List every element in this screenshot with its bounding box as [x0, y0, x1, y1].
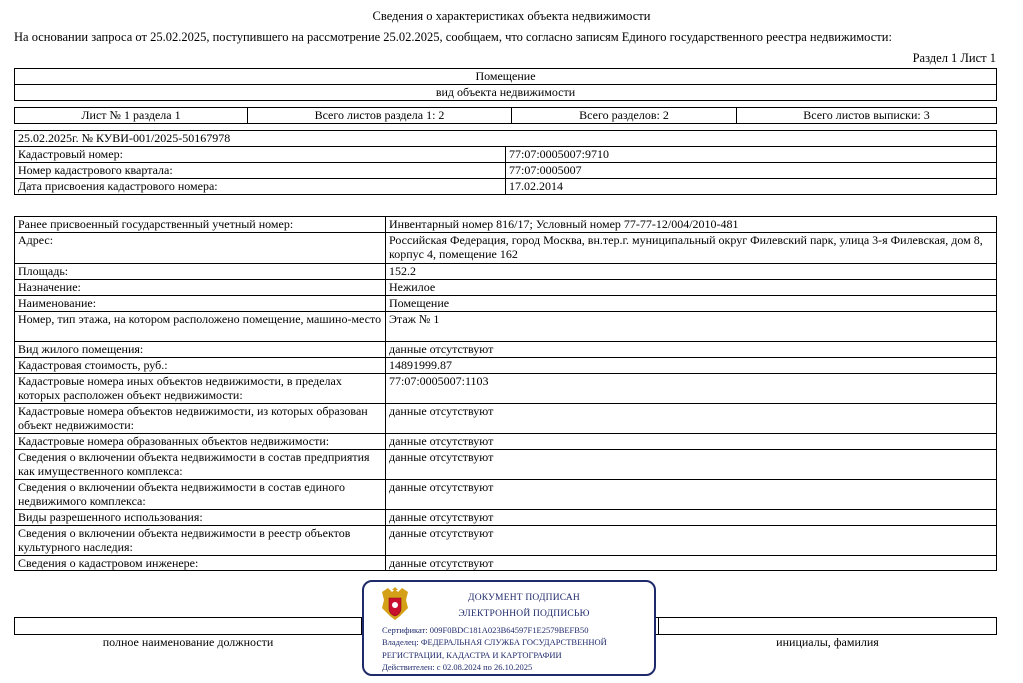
object-type-caption: вид объекта недвижимости	[15, 85, 997, 101]
row-label: Кадастровые номера образованных объектов недвижимости:	[15, 434, 386, 450]
object-type: Помещение	[15, 69, 997, 85]
row-value: Этаж № 1	[386, 312, 997, 342]
row-label: Ранее присвоенный государственный учетный номер:	[15, 217, 386, 233]
details-table	[14, 216, 997, 571]
stamp-validity: Действителен: с 02.08.2024 по 26.10.2025	[382, 662, 533, 672]
row-label: Кадастровый номер:	[15, 147, 506, 163]
document-reference: 25.02.2025г. № КУВИ-001/2025-50167978	[15, 131, 997, 147]
row-value: Российская Федерация, город Москва, вн.тер.г. муниципальный округ Филевский парк, улица 3-я Филевская, дом 8, корпус 4, помещение 162	[386, 233, 997, 264]
row-label: Наименование:	[15, 296, 386, 312]
table-row	[15, 217, 997, 233]
row-label: Дата присвоения кадастрового номера:	[15, 179, 506, 195]
row-label: Номер кадастрового квартала:	[15, 163, 506, 179]
table-row	[15, 342, 997, 358]
row-value: данные отсутствуют	[386, 510, 997, 526]
row-value: 77:07:0005007:1103	[386, 374, 997, 404]
row-label: Площадь:	[15, 264, 386, 280]
row-value: данные отсутствуют	[386, 526, 997, 556]
stamp-title-2: ЭЛЕКТРОННОЙ ПОДПИСЬЮ	[458, 609, 590, 619]
row-value: данные отсутствуют	[386, 450, 997, 480]
object-type-table	[14, 68, 997, 101]
electronic-signature-stamp	[362, 580, 656, 676]
position-caption: полное наименование должности	[15, 635, 362, 650]
total-section-sheets: Всего листов раздела 1: 2	[248, 108, 512, 124]
stamp-title-1: ДОКУМЕНТ ПОДПИСАН	[468, 593, 580, 603]
table-row	[15, 163, 997, 179]
row-value: данные отсутствуют	[386, 434, 997, 450]
position-field	[15, 618, 362, 635]
table-row	[15, 480, 997, 510]
page-title: Сведения о характеристиках объекта недвижимости	[372, 9, 651, 23]
row-value: 14891999.87	[386, 358, 997, 374]
row-label: Сведения о включении объекта недвижимости в состав предприятия как имущественного комплекса:	[15, 450, 386, 480]
identification-table	[14, 130, 997, 195]
name-caption: инициалы, фамилия	[659, 635, 997, 650]
total-sections: Всего разделов: 2	[512, 108, 737, 124]
row-label: Сведения о включении объекта недвижимости в состав единого недвижимого комплекса:	[15, 480, 386, 510]
table-row	[15, 312, 997, 342]
coat-of-arms-icon	[378, 586, 412, 622]
row-label: Адрес:	[15, 233, 386, 264]
assignment-date: 17.02.2014	[506, 179, 997, 195]
table-row	[15, 147, 997, 163]
row-value: Помещение	[386, 296, 997, 312]
sheet-number: Лист № 1 раздела 1	[15, 108, 248, 124]
sheets-table	[14, 107, 997, 124]
table-row	[15, 233, 997, 264]
stamp-owner-2: РЕГИСТРАЦИИ, КАДАСТРА И КАРТОГРАФИИ	[382, 650, 562, 660]
table-row	[15, 526, 997, 556]
table-row	[15, 280, 997, 296]
intro-text: На основании запроса от 25.02.2025, поступившего на рассмотрение 25.02.2025, сообщаем, что согласно записям Единого государственного реестра недвижимости:	[14, 30, 892, 44]
row-value: данные отсутствуют	[386, 556, 997, 571]
row-value: Нежилое	[386, 280, 997, 296]
table-row	[15, 510, 997, 526]
table-row	[15, 556, 997, 571]
table-row	[15, 450, 997, 480]
row-label: Кадастровые номера иных объектов недвижимости, в пределах которых расположен объект недвижимости:	[15, 374, 386, 404]
row-label: Кадастровая стоимость, руб.:	[15, 358, 386, 374]
cadastral-quarter: 77:07:0005007	[506, 163, 997, 179]
row-value: данные отсутствуют	[386, 404, 997, 434]
table-row	[15, 264, 997, 280]
row-label: Вид жилого помещения:	[15, 342, 386, 358]
row-value: данные отсутствуют	[386, 342, 997, 358]
row-label: Назначение:	[15, 280, 386, 296]
table-row	[15, 179, 997, 195]
table-row	[15, 296, 997, 312]
row-value: данные отсутствуют	[386, 480, 997, 510]
section-reference: Раздел 1 Лист 1	[912, 51, 996, 65]
cadastral-number: 77:07:0005007:9710	[506, 147, 997, 163]
name-field	[659, 618, 997, 635]
table-row	[15, 404, 997, 434]
stamp-owner-1: Владелец: ФЕДЕРАЛЬНАЯ СЛУЖБА ГОСУДАРСТВЕННОЙ	[382, 637, 607, 647]
row-label: Кадастровые номера объектов недвижимости, из которых образован объект недвижимости:	[15, 404, 386, 434]
row-label: Сведения о включении объекта недвижимости в реестр объектов культурного наследия:	[15, 526, 386, 556]
row-value: Инвентарный номер 816/17; Условный номер 77-77-12/004/2010-481	[386, 217, 997, 233]
table-row	[15, 358, 997, 374]
total-extract-sheets: Всего листов выписки: 3	[737, 108, 997, 124]
stamp-certificate: Сертификат: 009F0BDC181A023B64597F1E2579BEFB50	[382, 625, 589, 635]
row-value: 152.2	[386, 264, 997, 280]
row-label: Сведения о кадастровом инженере:	[15, 556, 386, 571]
table-row	[15, 374, 997, 404]
row-label: Виды разрешенного использования:	[15, 510, 386, 526]
row-label: Номер, тип этажа, на котором расположено помещение, машино-место	[15, 312, 386, 342]
table-row	[15, 434, 997, 450]
